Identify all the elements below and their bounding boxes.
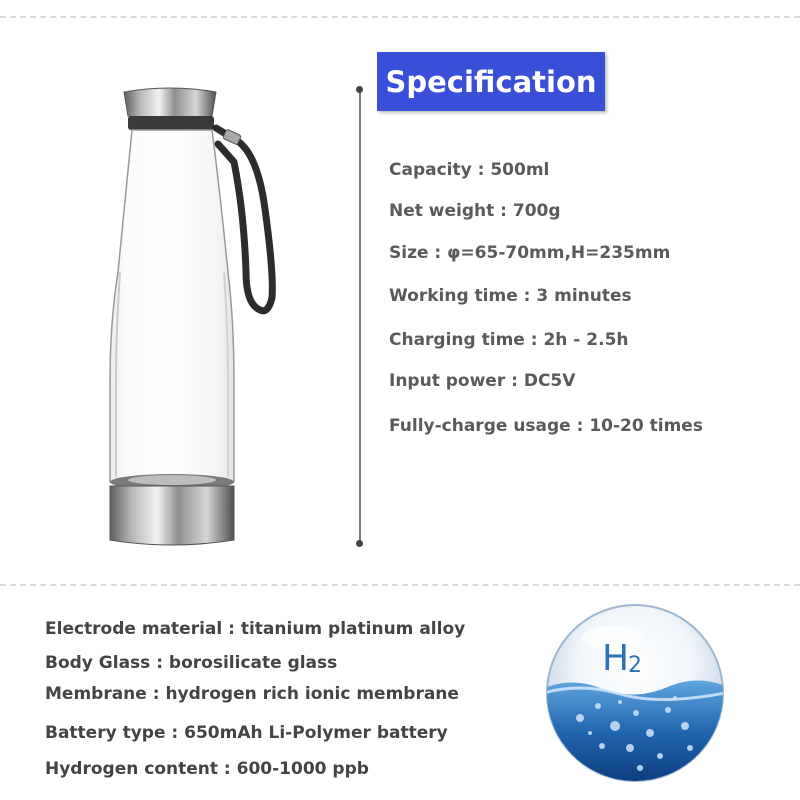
battery-type: Battery type : 650mAh Li-Polymer battery: [45, 723, 448, 743]
h2-subscript: 2: [628, 653, 642, 678]
body-glass: Body Glass : borosilicate glass: [45, 653, 338, 673]
membrane: Membrane : hydrogen rich ionic membrane: [45, 684, 459, 704]
divider-dot-top: [356, 86, 363, 93]
spec-fully-charge-usage: Fully-charge usage : 10-20 times: [389, 416, 703, 436]
divider-dot-bottom: [356, 540, 363, 547]
middle-divider: [0, 584, 800, 586]
top-divider: [0, 16, 800, 18]
spec-size: Size : φ=65-70mm,H=235mm: [389, 243, 671, 263]
hydrogen-content: Hydrogen content : 600-1000 ppb: [45, 759, 369, 779]
electrode-material: Electrode material : titanium platinum alloy: [45, 619, 466, 639]
spec-input-power: Input power : DC5V: [389, 371, 576, 391]
h2-symbol: H: [602, 638, 630, 679]
spec-net-weight: Net weight : 700g: [389, 201, 561, 221]
h2-water-sphere-icon: [540, 598, 730, 788]
spec-capacity: Capacity : 500ml: [389, 160, 550, 180]
specification-title: Specification: [377, 52, 605, 111]
bottle-illustration: [96, 82, 346, 552]
spec-charging-time: Charging time : 2h - 2.5h: [389, 330, 629, 350]
divider-line: [359, 90, 361, 544]
spec-working-time: Working time : 3 minutes: [389, 286, 632, 306]
